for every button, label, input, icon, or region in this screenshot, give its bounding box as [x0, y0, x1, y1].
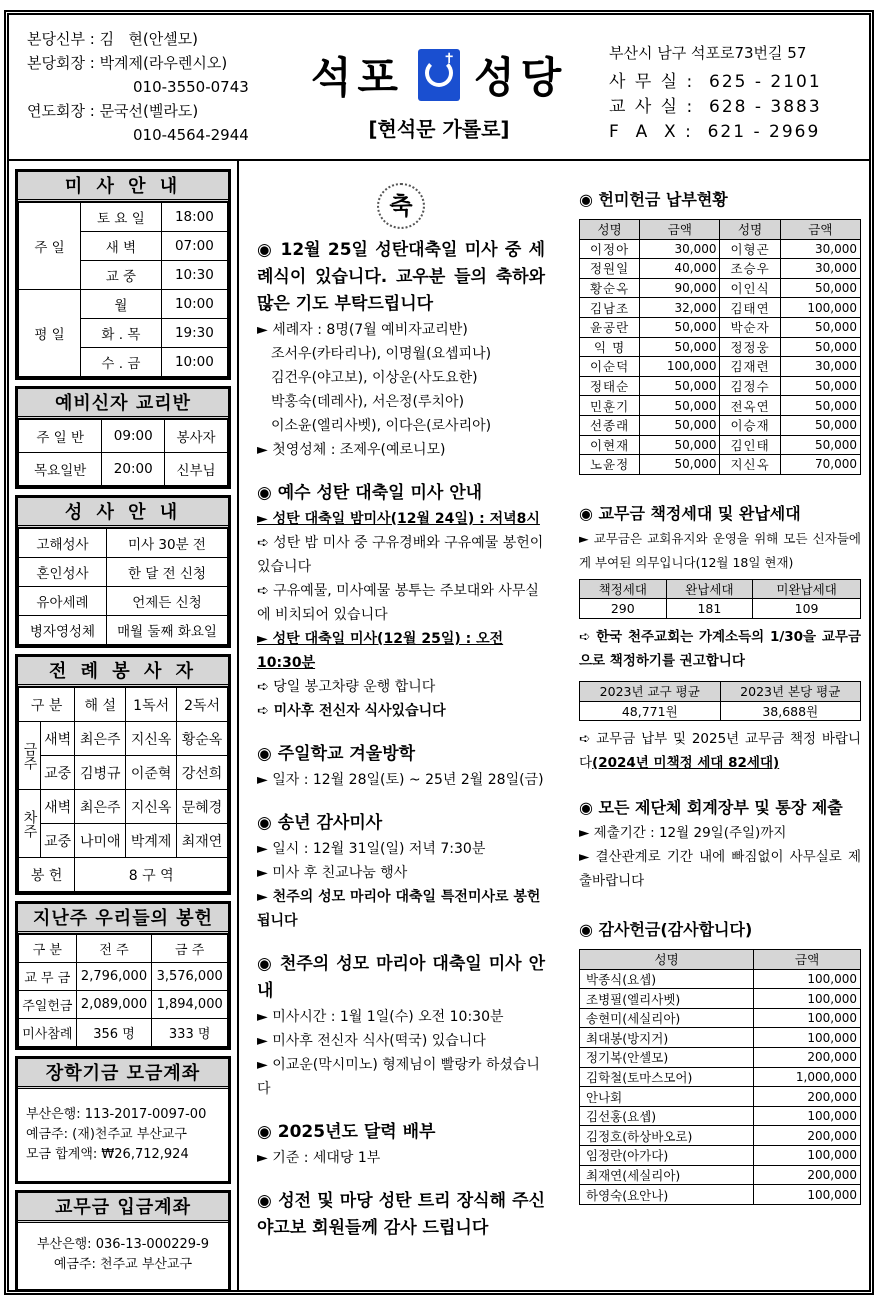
donor-name: 박순자 [720, 317, 780, 337]
server-name: 최은주 [75, 790, 126, 824]
donor-name: 황순옥 [580, 278, 640, 298]
donor-name: 정정웅 [720, 337, 780, 357]
server-name: 나미애 [75, 824, 126, 858]
class-name: 목요일반 [19, 453, 102, 486]
christmas-eve-mass: ► 성탄 대축일 밤미사(12월 24일) : 저녁8시 [257, 511, 540, 527]
mass-day: 토 요 일 [81, 203, 162, 232]
dues-section [579, 501, 861, 775]
sacraments-box [15, 495, 231, 648]
donor-amount: 40,000 [640, 259, 720, 279]
dues-holder: 예금주: 천주교 부산교구 [53, 1257, 193, 1272]
baptism-line: 조서우(카타리나), 이명월(요셉피나) [271, 346, 492, 362]
server-mass: 교중 [41, 824, 75, 858]
mass-day: 교 중 [81, 261, 162, 290]
thanks-name: 최재연(세실리아) [580, 1165, 754, 1185]
sunday-school-notice [257, 741, 545, 792]
liturgy-servers-box [15, 654, 231, 895]
donor-name: 조승우 [720, 259, 780, 279]
thanks-amount: 200,000 [754, 1165, 861, 1185]
table-row [580, 1165, 861, 1185]
average-header: 2023년 교구 평균 [580, 681, 721, 701]
server-mass: 새벽 [41, 790, 75, 824]
donor-name: 이현재 [580, 435, 640, 455]
office-phone: 사 무 실 : 625 - 2101 [609, 72, 822, 92]
table-row [580, 278, 861, 298]
baptism-line: 박홍숙(데레사), 서은정(루치아) [271, 394, 465, 410]
lay-phone: 010-4564-2944 [133, 126, 249, 144]
dues-unassessed: (2024년 미책정 세대 82세대) [592, 755, 780, 772]
donor-amount: 50,000 [780, 396, 860, 416]
chair-phone: 010-3550-0743 [133, 78, 249, 96]
offerings-header: 금 주 [152, 935, 228, 963]
scholarship-title: 장학기금 모금계좌 [18, 1059, 228, 1089]
dues-title: ◉ 교무금 책정세대 및 완납세대 [579, 503, 801, 523]
mass-day: 새 벽 [81, 232, 162, 261]
christmas-title: ◉ 예수 성탄 대축일 미사 안내 [257, 483, 483, 503]
table-row [580, 1048, 861, 1068]
table-row [580, 357, 861, 377]
thanks-name: 정기복(안셀모) [580, 1048, 754, 1068]
thanks-header: 금액 [754, 950, 861, 970]
server-name: 황순옥 [177, 722, 228, 756]
donor-amount: 50,000 [780, 415, 860, 435]
catechumen-box [15, 386, 231, 489]
table-row [580, 435, 861, 455]
donor-name: 윤공란 [580, 317, 640, 337]
donor-amount: 50,000 [780, 278, 860, 298]
donation-table [579, 219, 861, 475]
donor-amount: 70,000 [780, 455, 860, 475]
pastor-name: 김 현(안셀모) [99, 30, 199, 48]
dues-count-table [579, 579, 861, 619]
mary-line: ► 이교운(막시미노) 형제님이 빨랑카 하셨습니다 [257, 1057, 540, 1097]
server-name: 박계제 [126, 824, 177, 858]
sacrament-name: 고해성사 [19, 529, 107, 558]
thanks-amount: 1,000,000 [754, 1067, 861, 1087]
mass-time: 10:30 [161, 261, 227, 290]
donor-name: 정원일 [580, 259, 640, 279]
class-teacher: 신부님 [165, 453, 228, 486]
donor-name: 민훈기 [580, 396, 640, 416]
offerings-title: 지난주 우리들의 봉헌 [18, 904, 228, 934]
donor-name: 선종래 [580, 415, 640, 435]
donor-name: 김정수 [720, 376, 780, 396]
table-row [580, 1185, 861, 1205]
baptism-line: 김건우(야고보), 이상운(사도요한) [271, 370, 478, 386]
christmas-day-note: ➪ 당일 봉고차량 운행 합니다 [257, 679, 436, 695]
server-name: 지신옥 [126, 790, 177, 824]
church-logo-icon: ✝ [418, 49, 460, 101]
table-row [580, 1106, 861, 1126]
servers-table [18, 687, 228, 892]
donor-name: 지신옥 [720, 455, 780, 475]
server-name: 이준혁 [126, 756, 177, 790]
left-column [15, 169, 231, 1298]
donor-name: 김남조 [580, 298, 640, 318]
mass-day: 월 [81, 290, 162, 319]
offerings-header: 구 분 [19, 935, 77, 963]
mary-feast-notice [257, 951, 545, 1101]
donation-header: 금액 [640, 220, 720, 240]
table-row [580, 415, 861, 435]
baptism-notice [257, 237, 545, 462]
donor-amount: 50,000 [640, 455, 720, 475]
baptism-line: ► 세례자 : 8명(7월 예비자교리반) [257, 322, 468, 338]
mass-day: 수 . 금 [81, 348, 162, 377]
year-end-mass-notice [257, 810, 545, 933]
weekday-label: 평 일 [19, 290, 81, 377]
donation-title: ◉ 헌미헌금 납부현황 [579, 190, 728, 209]
table-row [580, 376, 861, 396]
weekly-offerings-box [15, 901, 231, 1050]
donor-amount: 30,000 [780, 239, 860, 259]
donor-amount: 32,000 [640, 298, 720, 318]
thanks-name: 조병필(엘리사벳) [580, 989, 754, 1009]
scholarship-total: 모금 합계액: ₩26,712,924 [26, 1147, 189, 1162]
server-name: 김병규 [75, 756, 126, 790]
thanks-amount: 100,000 [754, 1028, 861, 1048]
table-row [580, 1087, 861, 1107]
dues-header: 완납세대 [666, 579, 753, 599]
dues-account-box [15, 1190, 231, 1292]
tree-thanks-notice [257, 1188, 545, 1242]
chair-label: 본당회장 : [27, 54, 100, 72]
thanks-offering-section [579, 917, 861, 1205]
patron-subtitle: [현석문 가롤로] [368, 117, 510, 141]
donor-amount: 50,000 [780, 376, 860, 396]
tree-thanks-title: ◉ 성전 및 마당 성탄 트리 장식해 주신 야고보 회원들께 감사 드립니다 [257, 1191, 545, 1238]
sacrament-name: 혼인성사 [19, 558, 107, 587]
table-row [580, 1146, 861, 1166]
donation-header: 성명 [580, 220, 640, 240]
sacraments-table [18, 528, 228, 645]
offerings-header: 전 주 [76, 935, 152, 963]
donor-amount: 50,000 [640, 435, 720, 455]
thanks-name: 김정호(하상바오로) [580, 1126, 754, 1146]
sacrament-name: 병자영성체 [19, 616, 107, 645]
thanks-name: 김학철(토마스모어) [580, 1067, 754, 1087]
table-row [580, 1126, 861, 1146]
bulletin-page [4, 10, 874, 1295]
dues-request [579, 727, 861, 775]
ledger-title: ◉ 모든 제단체 회계장부 및 통장 제출 [579, 798, 843, 818]
catechism-phone: 교 사 실 : 628 - 3883 [609, 97, 822, 117]
mary-line: ► 미사후 전신자 식사(떡국) 있습니다 [257, 1033, 486, 1049]
table-row [580, 969, 861, 989]
donor-name: 김인태 [720, 435, 780, 455]
middle-column [257, 183, 545, 1242]
table-row [580, 317, 861, 337]
offerings-table [18, 934, 228, 1047]
offering-type: 교 무 금 [19, 963, 77, 991]
mass-schedule-box [15, 169, 231, 380]
scholarship-box [15, 1056, 231, 1184]
table-row [580, 1028, 861, 1048]
title-right: 성당 [474, 53, 568, 102]
average-value: 48,771원 [580, 701, 721, 721]
next-week-label: 차주 [19, 790, 41, 858]
server-name: 최재연 [177, 824, 228, 858]
servers-header: 1독서 [126, 688, 177, 722]
donor-amount: 50,000 [640, 317, 720, 337]
contact-info [609, 41, 822, 145]
yearend-title: ◉ 송년 감사미사 [257, 813, 383, 833]
mass-time: 10:00 [161, 290, 227, 319]
mass-day: 화 . 목 [81, 319, 162, 348]
server-name: 최은주 [75, 722, 126, 756]
dues-value: 109 [753, 599, 861, 619]
donor-name: 이형곤 [720, 239, 780, 259]
calendar-line: ► 기준 : 세대당 1부 [257, 1150, 381, 1166]
donor-name: 김태연 [720, 298, 780, 318]
donor-name: 정태순 [580, 376, 640, 396]
thanks-header: 성명 [580, 950, 754, 970]
donation-header: 금액 [780, 220, 860, 240]
ledger-line: ► 제출기간 : 12월 29일(주일)까지 [579, 825, 787, 842]
dues-account-title: 교무금 입금계좌 [18, 1193, 228, 1223]
donor-name: 이승재 [720, 415, 780, 435]
thanks-name: 하영숙(요안나) [580, 1185, 754, 1205]
this-week-label: 금주 [19, 722, 41, 790]
school-line: ► 일자 : 12월 28일(토) ~ 25년 2월 28일(금) [257, 772, 544, 788]
donor-amount: 50,000 [640, 396, 720, 416]
sacrament-info: 한 달 전 신청 [107, 558, 228, 587]
average-value: 38,688원 [720, 701, 861, 721]
donor-amount: 30,000 [780, 357, 860, 377]
thanks-name: 최대봉(방지거) [580, 1028, 754, 1048]
donor-amount: 50,000 [780, 435, 860, 455]
table-row [580, 1008, 861, 1028]
scholarship-body [18, 1089, 228, 1181]
celebration-badge [257, 183, 545, 237]
offering-prev: 356 명 [76, 1019, 152, 1047]
class-name: 주 일 반 [19, 420, 102, 453]
christmas-eve-note: ➪ 성탄 밤 미사 중 구유경배와 구유예물 봉헌이 있습니다 [257, 535, 544, 575]
servers-header: 2독서 [177, 688, 228, 722]
christmas-eve-note: ➪ 구유예물, 미사예물 봉투는 주보대와 사무실에 비치되어 있습니다 [257, 583, 539, 623]
dues-value: 290 [580, 599, 667, 619]
donor-amount: 30,000 [640, 239, 720, 259]
offering-district: 8 구 역 [75, 858, 228, 892]
thanks-table [579, 949, 861, 1205]
dues-average-table [579, 681, 861, 721]
donor-amount: 90,000 [640, 278, 720, 298]
table-row [580, 259, 861, 279]
class-time: 09:00 [102, 420, 165, 453]
thanks-name: 안나회 [580, 1087, 754, 1107]
class-time: 20:00 [102, 453, 165, 486]
donor-amount: 30,000 [780, 259, 860, 279]
scholarship-bank: 부산은행: 113-2017-0097-00 [26, 1107, 207, 1122]
donation-header: 성명 [720, 220, 780, 240]
right-column [579, 187, 861, 1205]
pastor-label: 본당신부 : [27, 30, 100, 48]
mass-time: 19:30 [161, 319, 227, 348]
mass-time: 07:00 [161, 232, 227, 261]
school-title: ◉ 주일학교 겨울방학 [257, 744, 416, 764]
donor-amount: 100,000 [780, 298, 860, 318]
catechumen-title: 예비신자 교리반 [18, 389, 228, 419]
thanks-amount: 100,000 [754, 1008, 861, 1028]
chair-name: 박계제(라우렌시오) [99, 54, 228, 72]
thanks-amount: 100,000 [754, 969, 861, 989]
catechumen-table [18, 419, 228, 486]
dues-header: 미완납세대 [753, 579, 861, 599]
server-name: 지신옥 [126, 722, 177, 756]
baptism-line: 이소윤(엘리사벳), 이다은(로사리아) [271, 418, 492, 434]
table-row [580, 239, 861, 259]
scholarship-holder: 예금주: (재)천주교 부산교구 [26, 1127, 187, 1142]
thanks-amount: 100,000 [754, 989, 861, 1009]
mass-time: 10:00 [161, 348, 227, 377]
offering-curr: 3,576,000 [152, 963, 228, 991]
average-header: 2023년 본당 평균 [720, 681, 861, 701]
christmas-day-mass: ► 성탄 대축일 미사(12월 25일) : 오전 10:30분 [257, 631, 504, 671]
thanks-name: 송현미(세실리아) [580, 1008, 754, 1028]
donor-amount: 50,000 [780, 337, 860, 357]
donor-name: 이인식 [720, 278, 780, 298]
donor-amount: 50,000 [780, 317, 860, 337]
dues-recommendation: ➪ 한국 천주교회는 가계소득의 1/30을 교무금으로 책정하기를 권고합니다 [579, 628, 861, 669]
column-divider [237, 161, 239, 1291]
yearend-line: ► 미사 후 친교나눔 행사 [257, 865, 408, 881]
mass-schedule-table [18, 202, 228, 377]
offering-curr: 1,894,000 [152, 991, 228, 1019]
donor-amount: 100,000 [640, 357, 720, 377]
ledger-section [579, 795, 861, 893]
dues-bank: 부산은행: 036-13-000229-9 [36, 1237, 210, 1252]
offering-prev: 2,796,000 [76, 963, 152, 991]
servers-header: 구 분 [19, 688, 75, 722]
thanks-name: 박종식(요셉) [580, 969, 754, 989]
title-left: 석포 [310, 53, 404, 102]
class-teacher: 봉사자 [165, 420, 228, 453]
sacraments-title: 성 사 안 내 [18, 498, 228, 528]
thanks-amount: 200,000 [754, 1048, 861, 1068]
offering-curr: 333 명 [152, 1019, 228, 1047]
calendar-notice [257, 1119, 545, 1170]
donor-amount: 50,000 [640, 337, 720, 357]
donor-amount: 50,000 [640, 376, 720, 396]
sacrament-info: 미사 30분 전 [107, 529, 228, 558]
offering-prev: 2,089,000 [76, 991, 152, 1019]
donor-name: 익 명 [580, 337, 640, 357]
thanks-amount: 200,000 [754, 1087, 861, 1107]
sunday-label: 주 일 [19, 203, 81, 290]
thanks-amount: 200,000 [754, 1126, 861, 1146]
christmas-mass-notice [257, 480, 545, 723]
table-row [580, 298, 861, 318]
dues-header: 책정세대 [580, 579, 667, 599]
thanks-amount: 100,000 [754, 1146, 861, 1166]
mary-title: ◉ 천주의 성모 마리아 대축일 미사 안내 [257, 954, 545, 1001]
laurel-wreath-icon: 축 [377, 183, 425, 229]
donor-name: 노윤정 [580, 455, 640, 475]
dues-account-body [18, 1223, 228, 1289]
address: 부산시 남구 석포로73번길 57 [609, 44, 807, 62]
calendar-title: ◉ 2025년도 달력 배부 [257, 1122, 436, 1142]
table-row [580, 989, 861, 1009]
sacrament-name: 유아세례 [19, 587, 107, 616]
table-row [580, 1067, 861, 1087]
server-name: 문혜경 [177, 790, 228, 824]
donor-amount: 50,000 [640, 415, 720, 435]
server-mass: 새벽 [41, 722, 75, 756]
yearend-line: ► 천주의 성모 마리아 대축일 특전미사로 봉헌됩니다 [257, 889, 541, 929]
table-row [580, 396, 861, 416]
thanks-name: 김선홍(요셉) [580, 1106, 754, 1126]
ledger-line: ► 결산관계로 기간 내에 빠짐없이 사무실로 제출바랍니다 [579, 849, 861, 890]
donor-name: 이정아 [580, 239, 640, 259]
mass-time: 18:00 [161, 203, 227, 232]
thanks-amount: 100,000 [754, 1185, 861, 1205]
fax-number: F A X : 621 - 2969 [609, 122, 821, 142]
dues-text: ► 교무금은 교회유지와 운영을 위해 모든 신자들에게 부여된 의무입니다(12월 18일 현재) [579, 530, 861, 570]
yearend-line: ► 일시 : 12월 31일(일) 저녁 7:30분 [257, 841, 486, 857]
sacrament-info: 언제든 신청 [107, 587, 228, 616]
donor-name: 김재련 [720, 357, 780, 377]
offering-type: 미사참례 [19, 1019, 77, 1047]
mary-line: ► 미사시간 : 1월 1일(수) 오전 10:30분 [257, 1009, 504, 1025]
donor-name: 이순덕 [580, 357, 640, 377]
server-name: 강선희 [177, 756, 228, 790]
header [9, 15, 869, 161]
christmas-day-note: ➪ 미사후 전신자 식사있습니다 [257, 703, 446, 719]
table-row [580, 337, 861, 357]
thanks-name: 임정란(아가다) [580, 1146, 754, 1166]
offering-type: 주일헌금 [19, 991, 77, 1019]
church-title [309, 45, 569, 142]
dues-value: 181 [666, 599, 753, 619]
donor-name: 전옥연 [720, 396, 780, 416]
offering-label: 봉 헌 [19, 858, 75, 892]
thanks-amount: 100,000 [754, 1106, 861, 1126]
servers-title: 전 례 봉 사 자 [18, 657, 228, 687]
clergy-info [27, 27, 249, 147]
servers-header: 해 설 [75, 688, 126, 722]
mass-schedule-title: 미 사 안 내 [18, 172, 228, 202]
server-mass: 교중 [41, 756, 75, 790]
table-row [580, 455, 861, 475]
baptism-line: ► 첫영성체 : 조제우(예로니모) [257, 442, 446, 458]
thanks-title: ◉ 감사헌금(감사합니다) [579, 920, 753, 940]
lay-label: 연도회장 : [27, 102, 100, 120]
dues-request-text: ➪ 교무금 납부 및 2025년 교무금 책정 바랍니다 [579, 731, 861, 772]
baptism-title: ◉ 12월 25일 성탄대축일 미사 중 세례식이 있습니다. 교우분 들의 축하와 많은 기도 부탁드립니다 [257, 240, 545, 314]
lay-name: 문국선(벨라도) [99, 102, 199, 120]
sacrament-info: 매월 둘째 화요일 [107, 616, 228, 645]
